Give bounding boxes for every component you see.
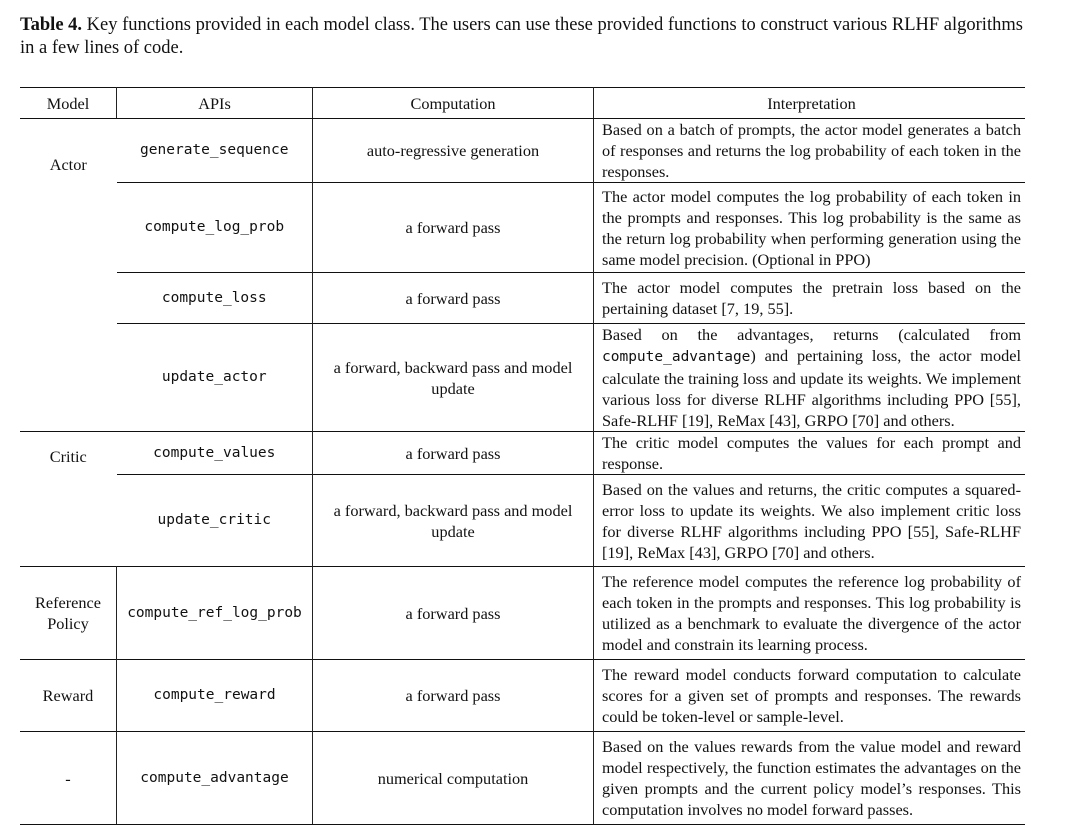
- table-row: [20, 119, 1025, 183]
- table-row: [20, 183, 1025, 273]
- computation-cell: a forward pass: [313, 432, 594, 475]
- model-cell: Critic: [20, 432, 117, 567]
- api-cell: compute_ref_log_prob: [117, 567, 313, 660]
- table-row: [20, 432, 1025, 475]
- model-cell: Actor: [49, 155, 87, 174]
- table-row: [20, 324, 1025, 432]
- computation-cell: numerical computation: [313, 732, 594, 825]
- header-interpretation: Interpretation: [594, 88, 1026, 119]
- computation-cell: a forward pass: [313, 183, 594, 273]
- interpretation-cell: Based on the values and returns, the critic computes a squared-error loss to update its weights. We also implement critic loss for diverse RLHF algorithms including PPO [55], Safe-RLHF [19], ReMax [43], GRPO [70] and others.: [594, 475, 1026, 567]
- header-apis: APIs: [117, 88, 313, 119]
- table-row: [20, 567, 1025, 660]
- api-cell: compute_values: [117, 432, 313, 475]
- computation-cell: a forward, backward pass and model update: [313, 324, 594, 432]
- inline-code: compute_advantage: [602, 349, 751, 365]
- interpretation-cell: The actor model computes the log probability of each token in the prompts and responses. This log probability is the same as the return log probability when performing generation using the same model precision. (Optional in PPO): [594, 183, 1026, 273]
- model-cell: -: [20, 732, 117, 825]
- interpretation-cell: The critic model computes the values for each prompt and response.: [594, 432, 1026, 475]
- header-computation: Computation: [313, 88, 594, 119]
- api-cell: compute_advantage: [117, 732, 313, 825]
- interpretation-cell: Based on a batch of prompts, the actor model generates a batch of responses and returns the log probability of each token in the responses.: [602, 120, 1021, 181]
- api-cell: compute_loss: [117, 273, 313, 324]
- api-cell: compute_reward: [117, 660, 313, 732]
- table-row: [20, 732, 1025, 825]
- api-cell: update_critic: [117, 475, 313, 567]
- header-model: Model: [20, 88, 117, 119]
- model-cell: Reward: [20, 660, 117, 732]
- table-row: [20, 273, 1025, 324]
- computation-cell: a forward pass: [313, 567, 594, 660]
- interpretation-cell: Based on the advantages, returns (calculated from compute_advantage) and pertaining loss, the actor model calculate the training loss and update its weights. We implement various loss for diverse RLHF algorithms including PPO [55], Safe-RLHF [19], ReMax [43], GRPO [70] and others.: [594, 324, 1026, 432]
- interpretation-cell: Based on the values rewards from the value model and reward model respectively, the function estimates the advantages on the given prompts and the current policy model’s responses. This computation involves no model forward passes.: [594, 732, 1026, 825]
- caption-label: Table 4.: [20, 15, 83, 35]
- header-row: [20, 88, 1025, 119]
- computation-cell: a forward, backward pass and model update: [313, 475, 594, 567]
- api-cell: compute_log_prob: [117, 183, 313, 273]
- interpretation-cell: The actor model computes the pretrain loss based on the pertaining dataset [7, 19, 55].: [594, 273, 1026, 324]
- functions-table: [20, 87, 1025, 825]
- computation-cell: a forward pass: [313, 660, 594, 732]
- table-row: [20, 475, 1025, 567]
- computation-cell: auto-regressive generation: [313, 119, 594, 183]
- table-caption: [20, 14, 1030, 60]
- interpretation-cell: The reference model computes the reference log probability of each token in the prompts and responses. This log probability is utilized as a benchmark to evaluate the divergence of the actor model and constrain its learning process.: [594, 567, 1026, 660]
- api-cell: generate_sequence: [117, 119, 313, 183]
- table-row: [20, 660, 1025, 732]
- caption-text: Key functions provided in each model class. The users can use these provided functions to construct various RLHF algorithms in a few lines of code.: [20, 15, 1023, 58]
- computation-cell: a forward pass: [313, 273, 594, 324]
- api-cell: update_actor: [117, 324, 313, 432]
- interpretation-cell: The reward model conducts forward computation to calculate scores for a given set of prompts and responses. The rewards could be token-level or sample-level.: [594, 660, 1026, 732]
- model-cell: Reference Policy: [20, 567, 117, 660]
